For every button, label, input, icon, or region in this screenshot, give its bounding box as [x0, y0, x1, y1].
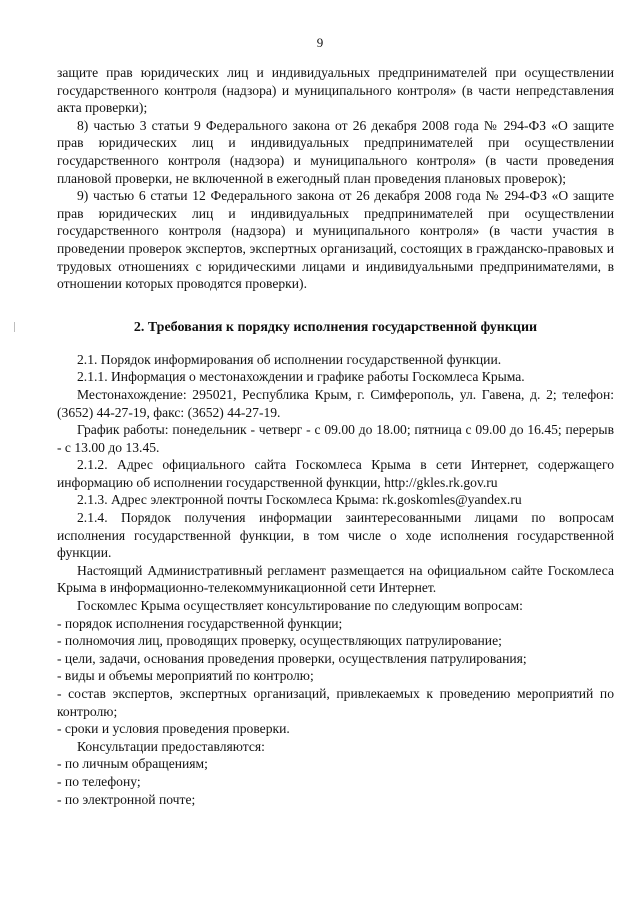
paragraph-item-9: 9) частью 6 статьи 12 Федерального закона от 26 декабря 2008 года № 294-ФЗ «О защите прав юридических лиц и индивидуальных предпринимателей при осуществлении государственного контроля (надзора) и муниципального контроля» (в части участия в проведении проверок экспертов, экспертных организаций, состоящих в гражданско-правовых и трудовых отношениях с юридическими лицами и индивидуальными предпринимателями, в отношении которых проводятся проверки).: [57, 188, 614, 292]
list-item: - порядок исполнения государственной функции;: [57, 615, 343, 631]
list-item: - сроки и условия проведения проверки.: [57, 721, 290, 737]
paragraph-regulation: Настоящий Административный регламент размещается на официальном сайте Госкомлеса Крыма в информационно-телекоммуникационной сети Интернет.: [57, 562, 614, 596]
margin-mark: [14, 322, 15, 332]
list-item: - цели, задачи, основания проведения проверки, осуществления патрулирования;: [57, 650, 527, 666]
paragraph-2-1-3: 2.1.3. Адрес электронной почты Госкомлеса Крыма: rk.goskomles@yandex.ru: [77, 492, 522, 508]
paragraph-item-8: 8) частью 3 статьи 9 Федерального закона от 26 декабря 2008 года № 294-ФЗ «О защите прав юридических лиц и индивидуальных предпринимателей при осуществлении государственного контроля (надзора) и муниципального контроля» (в части проведения плановой проверки, не включенной в ежегодный план проведения плановых проверок);: [57, 117, 614, 186]
consult-forms-title: Консультации предоставляются:: [77, 738, 265, 754]
list-item: - по личным обращениям;: [57, 756, 208, 772]
paragraph-2-1-2: 2.1.2. Адрес официального сайта Госкомлеса Крыма в сети Интернет, содержащего информацию об исполнении государственной функции, http://gkles.rk.gov.ru: [57, 457, 614, 490]
document-body: [57, 64, 614, 808]
list-item: - по электронной почте;: [57, 791, 196, 807]
paragraph-2-1-1: 2.1.1. Информация о местонахождении и графике работы Госкомлеса Крыма.: [77, 369, 525, 385]
paragraph-2-1: 2.1. Порядок информирования об исполнении государственной функции.: [77, 351, 502, 367]
paragraph-schedule: График работы: понедельник - четверг - с 09.00 до 18.00; пятница с 09.00 до 16.45; перерыв - с 13.00 до 13.45.: [57, 422, 614, 455]
list-item: - состав экспертов, экспертных организаций, привлекаемых к проведению мероприятий по контролю;: [57, 686, 614, 719]
paragraph-consulting: Госкомлес Крыма осуществляет консультирование по следующим вопросам:: [77, 598, 523, 614]
paragraph-location: Местонахождение: 295021, Республика Крым, г. Симферополь, ул. Гавена, д. 2; телефон: (3652) 44-27-19, факс: (3652) 44-27-19.: [57, 386, 614, 420]
paragraph-2-1-4: 2.1.4. Порядок получения информации заинтересованными лицами по вопросам исполнения государственной функции, в том числе о ходе исполнения государственной функции.: [57, 510, 614, 561]
paragraph-continuation: защите прав юридических лиц и индивидуальных предпринимателей при осуществлении государственного контроля (надзора) и муниципального контроля» (в части непредставления акта проверки);: [57, 65, 614, 116]
list-item: - полномочия лиц, проводящих проверку, осуществляющих патрулирование;: [57, 633, 502, 649]
list-item: - по телефону;: [57, 773, 141, 789]
section-heading: 2. Требования к порядку исполнения государственной функции: [133, 319, 538, 335]
page-number: 9: [316, 35, 324, 50]
list-item: - виды и объемы мероприятий по контролю;: [57, 668, 314, 684]
